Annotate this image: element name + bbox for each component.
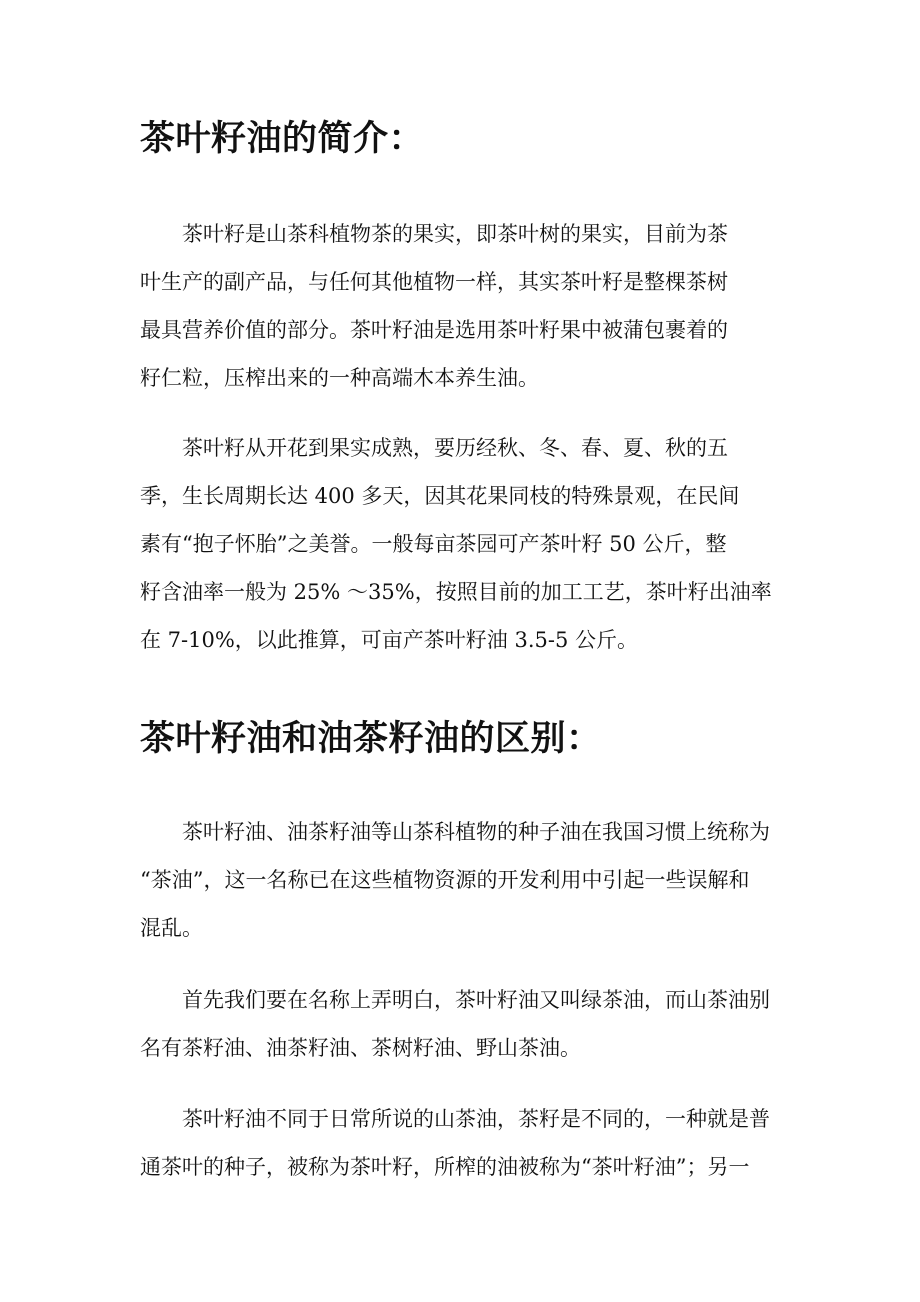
section-heading-difference: 茶叶籽油和油茶籽油的区别： — [140, 719, 602, 759]
text-line: 季，生长周期长达 400 多天，因其花果同枝的特殊景观，在民间 — [140, 484, 740, 508]
text-line: 名有茶籽油、油茶籽油、茶树籽油、野山茶油。 — [140, 1036, 581, 1060]
paragraph-intro-1 — [140, 210, 800, 402]
text-line: 茶叶籽油、油茶籽油等山茶科植物的种子油在我国习惯上统称为 — [182, 820, 770, 844]
text-line: 素有“抱子怀胎”之美誉。一般每亩茶园可产茶叶籽 50 公斤，整 — [140, 532, 727, 556]
text-line: 通茶叶的种子，被称为茶叶籽，所榨的油被称为“茶叶籽油”；另一 — [140, 1155, 750, 1179]
text-line: 茶叶籽油不同于日常所说的山茶油，茶籽是不同的，一种就是普 — [182, 1107, 770, 1131]
text-line: 最具营养价值的部分。茶叶籽油是选用茶叶籽果中被蒲包裹着的 — [140, 318, 728, 342]
paragraph-difference-2 — [140, 976, 800, 1072]
text-line: 混乱。 — [140, 916, 203, 940]
section-heading-intro: 茶叶籽油的简介： — [140, 119, 425, 159]
text-line: 籽仁粒，压榨出来的一种高端木本养生油。 — [140, 366, 539, 390]
text-line: 在 7-10%，以此推算，可亩产茶叶籽油 3.5-5 公斤。 — [140, 628, 639, 652]
text-line: 首先我们要在名称上弄明白，茶叶籽油又叫绿茶油，而山茶油别 — [182, 988, 770, 1012]
text-line: 茶叶籽是山茶科植物茶的果实，即茶叶树的果实，目前为茶 — [182, 222, 728, 246]
paragraph-intro-2 — [140, 424, 800, 664]
text-line: 籽含油率一般为 25% ～35%，按照目前的加工工艺，茶叶籽出油率 — [140, 580, 772, 604]
text-line: “茶油”，这一名称已在这些植物资源的开发利用中引起一些误解和 — [140, 868, 750, 892]
paragraph-difference-3 — [140, 1095, 800, 1191]
text-line: 茶叶籽从开花到果实成熟，要历经秋、冬、春、夏、秋的五 — [182, 436, 728, 460]
text-line: 叶生产的副产品，与任何其他植物一样，其实茶叶籽是整棵茶树 — [140, 270, 728, 294]
paragraph-difference-1 — [140, 808, 800, 952]
